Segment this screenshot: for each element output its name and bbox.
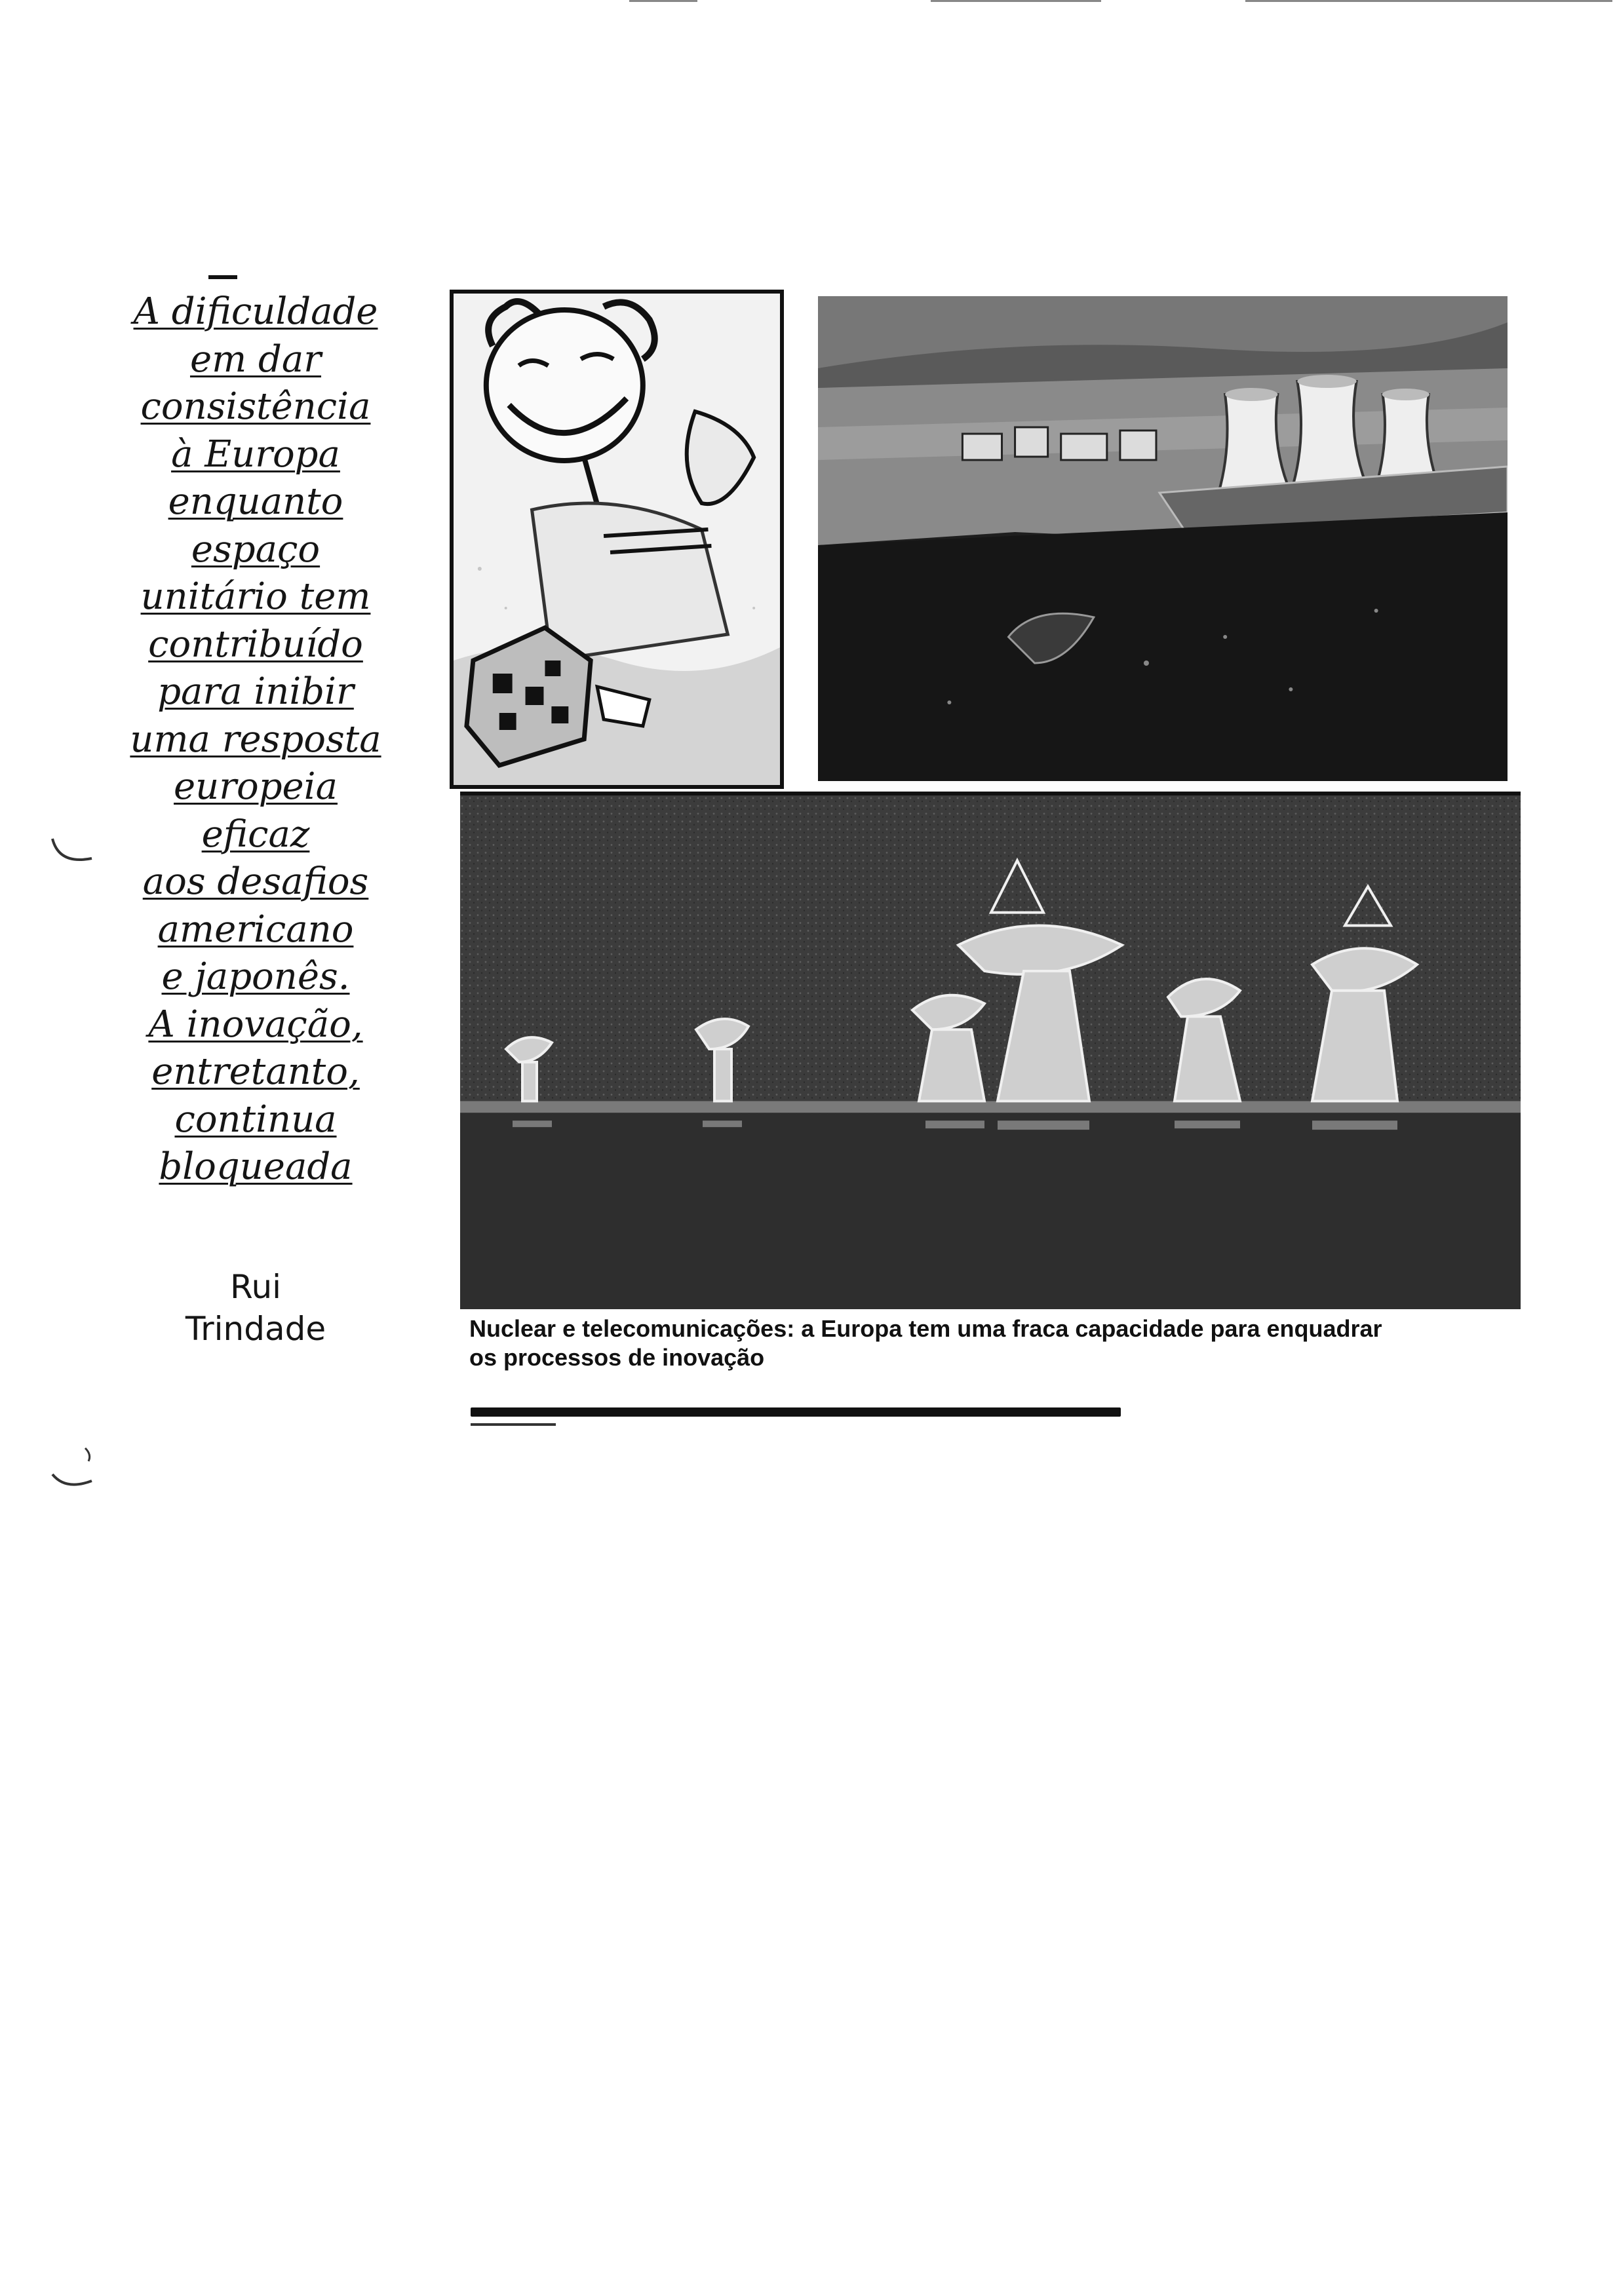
- pull-quote-line: continua: [174, 1098, 337, 1141]
- pull-quote-line: entretanto,: [151, 1050, 360, 1093]
- cartoon-drawing: [454, 294, 780, 785]
- pull-quote-line: contribuído: [148, 622, 363, 666]
- byline-first-name: Rui: [229, 1268, 282, 1306]
- pull-quote-line: unitário tem: [140, 575, 371, 618]
- pull-quote-line: aos desafios: [142, 860, 369, 903]
- satellite-dishes-drawing: [460, 795, 1521, 1309]
- pull-quote-line: uma resposta: [130, 718, 381, 761]
- punch-hole-mark: [46, 832, 98, 878]
- pull-quote: [79, 288, 433, 1191]
- scan-mark: [1245, 0, 1612, 2]
- satellite-dishes-image: [460, 792, 1521, 1309]
- nuclear-plant-drawing: [818, 296, 1508, 781]
- photo-caption: [469, 1314, 1531, 1372]
- quote-dash: [208, 275, 237, 279]
- scan-mark: [931, 0, 1101, 2]
- caption-line-2: os processos de inovação: [469, 1344, 765, 1371]
- pull-quote-line: à Europa: [171, 432, 340, 476]
- byline: [131, 1266, 380, 1350]
- pull-quote-line: A inovação,: [148, 1003, 363, 1046]
- pull-quote-line: em dar: [189, 337, 322, 381]
- pull-quote-line: espaço: [191, 527, 321, 571]
- pull-quote-line: bloqueada: [159, 1145, 353, 1188]
- pull-quote-line: A dificuldade: [133, 290, 378, 333]
- pull-quote-line: e japonês.: [161, 955, 350, 998]
- pull-quote-line: europeia: [174, 765, 338, 808]
- byline-last-name: Trindade: [185, 1310, 326, 1348]
- cartoon-image: [450, 290, 784, 789]
- pull-quote-line: para inibir: [157, 670, 354, 713]
- scan-mark: [629, 0, 697, 2]
- pull-quote-line: enquanto: [168, 480, 343, 523]
- punch-hole-mark: [46, 1442, 98, 1494]
- pull-quote-line: americano: [157, 908, 354, 951]
- bottom-rule-thin: [471, 1423, 556, 1426]
- bottom-rule-thick: [471, 1407, 1121, 1417]
- nuclear-plant-image: [818, 296, 1508, 781]
- pull-quote-line: consistência: [140, 385, 371, 428]
- pull-quote-line: eficaz: [201, 813, 310, 856]
- caption-line-1: Nuclear e telecomunicações: a Europa tem uma fraca capacidade para enquadrar: [469, 1315, 1382, 1342]
